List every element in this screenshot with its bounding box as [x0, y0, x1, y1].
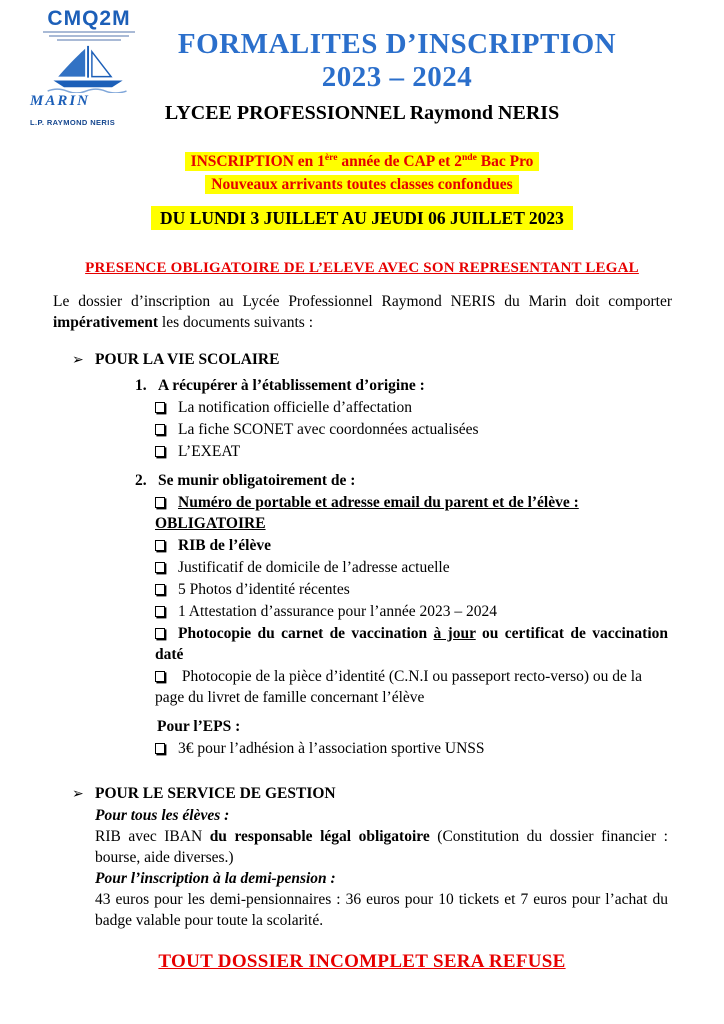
item-number: 2.	[135, 472, 147, 489]
checklist-item-contact	[155, 492, 668, 534]
checklist-item	[155, 557, 668, 578]
dates-banner	[0, 208, 724, 230]
title-line-1: FORMALITES D’INSCRIPTION	[177, 28, 617, 60]
intro-paragraph	[53, 291, 672, 333]
checklist-item-text: Photocopie du carnet de vaccination	[178, 625, 434, 642]
checkbox-icon	[155, 606, 165, 617]
intro-run: les documents suivants :	[158, 314, 314, 331]
section-title: POUR LA VIE SCOLAIRE	[95, 351, 280, 368]
presence-notice: PRESENCE OBLIGATOIRE DE L’ELEVE AVEC SON REPRESENTANT LEGAL	[85, 260, 639, 276]
banner-run: Bac Pro	[476, 153, 534, 170]
school-logo	[24, 8, 154, 133]
refusal-warning: TOUT DOSSIER INCOMPLET SERA REFUSE	[158, 951, 566, 972]
banner-run: INSCRIPTION en 1	[190, 153, 325, 170]
section-title: POUR LE SERVICE DE GESTION	[95, 785, 336, 802]
logo-school-subtitle: L.P. RAYMOND NERIS	[30, 118, 116, 127]
banner-superscript: ère	[324, 151, 338, 163]
checklist-item-text: 5 Photos d’identité récentes	[178, 581, 350, 598]
checklist-item-text: ou certificat de vaccination daté	[155, 625, 669, 663]
checklist-item-text-underlined: à jour	[433, 625, 476, 642]
checklist-item-text: 3€ pour l’adhésion à l’association sportive UNSS	[178, 740, 485, 757]
checklist-item	[155, 738, 668, 759]
checklist-item	[155, 579, 668, 600]
checklist-item-vaccination	[155, 623, 668, 665]
banner-superscript: nde	[461, 151, 477, 163]
gestion-rib-paragraph	[95, 826, 668, 868]
checkbox-icon	[155, 584, 165, 595]
checklist-item-text: L’EXEAT	[178, 443, 241, 460]
gestion-subheading: Pour tous les élèves :	[95, 807, 230, 824]
arrow-bullet-icon: ➢	[72, 786, 84, 802]
banner-line-2-text: Nouveaux arrivants toutes classes confondues	[205, 175, 518, 194]
checklist-item-text: Justificatif de domicile de l’adresse actuelle	[178, 559, 450, 576]
checklist-item-text: La fiche SCONET avec coordonnées actualisées	[178, 421, 479, 438]
checkbox-icon	[155, 628, 165, 639]
section-gestion	[0, 783, 724, 931]
checklist-item	[155, 535, 668, 556]
checkbox-icon	[155, 562, 165, 573]
dates-banner-text: DU LUNDI 3 JUILLET AU JEUDI 06 JUILLET 2023	[151, 206, 573, 230]
section-title-row	[72, 349, 668, 371]
checklist-item	[155, 666, 668, 708]
gestion-run-bold: du responsable légal obligatoire	[209, 828, 430, 845]
eps-heading: Pour l’EPS :	[157, 718, 241, 735]
checklist-item-text: 1 Attestation d’assurance pour l’année 2023 – 2024	[178, 603, 497, 620]
checkbox-icon	[155, 540, 165, 551]
section-vie-scolaire	[0, 349, 724, 759]
numbered-heading	[135, 470, 668, 491]
checkbox-icon	[155, 497, 165, 508]
school-name-heading: LYCEE PROFESSIONNEL Raymond NERIS	[164, 102, 560, 124]
logo-brand-text: CMQ2M	[47, 7, 131, 30]
checklist-item-text: RIB de l’élève	[178, 537, 271, 554]
checkbox-icon	[155, 424, 165, 435]
arrow-bullet-icon: ➢	[72, 352, 84, 368]
title-line-2: 2023 – 2024	[321, 61, 473, 93]
checklist-item-text: OBLIGATOIRE	[155, 515, 266, 532]
checklist-item	[155, 441, 668, 462]
banner-run: année de CAP et 2	[337, 153, 462, 170]
inscription-banner	[0, 150, 724, 196]
checkbox-icon	[155, 743, 165, 754]
item-number: 1.	[135, 377, 147, 394]
intro-run: Le dossier d’inscription au Lycée Professionnel Raymond NERIS du Marin doit comporter	[53, 293, 672, 310]
logo-school-name: MARIN	[30, 93, 91, 109]
numbered-heading-text: Se munir obligatoirement de :	[158, 472, 356, 489]
checklist-item	[155, 601, 668, 622]
checklist-item	[155, 397, 668, 418]
intro-run-bold: impérativement	[53, 314, 159, 331]
banner-line-2	[0, 173, 724, 196]
logo-tagline-lines	[24, 31, 154, 41]
checklist-item-text: La notification officielle d’affectation	[178, 399, 412, 416]
gestion-subheading: Pour l’inscription à la demi-pension :	[95, 870, 336, 887]
numbered-heading	[135, 375, 668, 396]
checkbox-icon	[155, 402, 165, 413]
document-title	[70, 28, 724, 94]
checkbox-icon	[155, 446, 165, 457]
sailboat-icon	[45, 43, 133, 93]
numbered-heading-text: A récupérer à l’établissement d’origine :	[158, 377, 425, 394]
gestion-demi-pension-paragraph: 43 euros pour les demi-pensionnaires : 36 euros pour 10 tickets et 7 euros pour l’achat du badge valable pour toute la scolarité.	[95, 891, 668, 929]
checkbox-icon	[155, 671, 165, 682]
checklist-item-text: Photocopie de la pièce d’identité (C.N.I ou passeport recto-verso) ou de la page du livret de famille concernant l’élève	[155, 668, 642, 706]
checklist-item-text: Numéro de portable et adresse email du parent et de l’élève :	[178, 494, 579, 511]
banner-line-1	[0, 150, 724, 173]
checklist-item	[155, 419, 668, 440]
gestion-run: RIB avec IBAN	[95, 828, 210, 845]
section-title-row	[72, 783, 668, 805]
gestion-run: (Constitution du dossier financier : bourse, aide diverses.)	[95, 828, 668, 866]
